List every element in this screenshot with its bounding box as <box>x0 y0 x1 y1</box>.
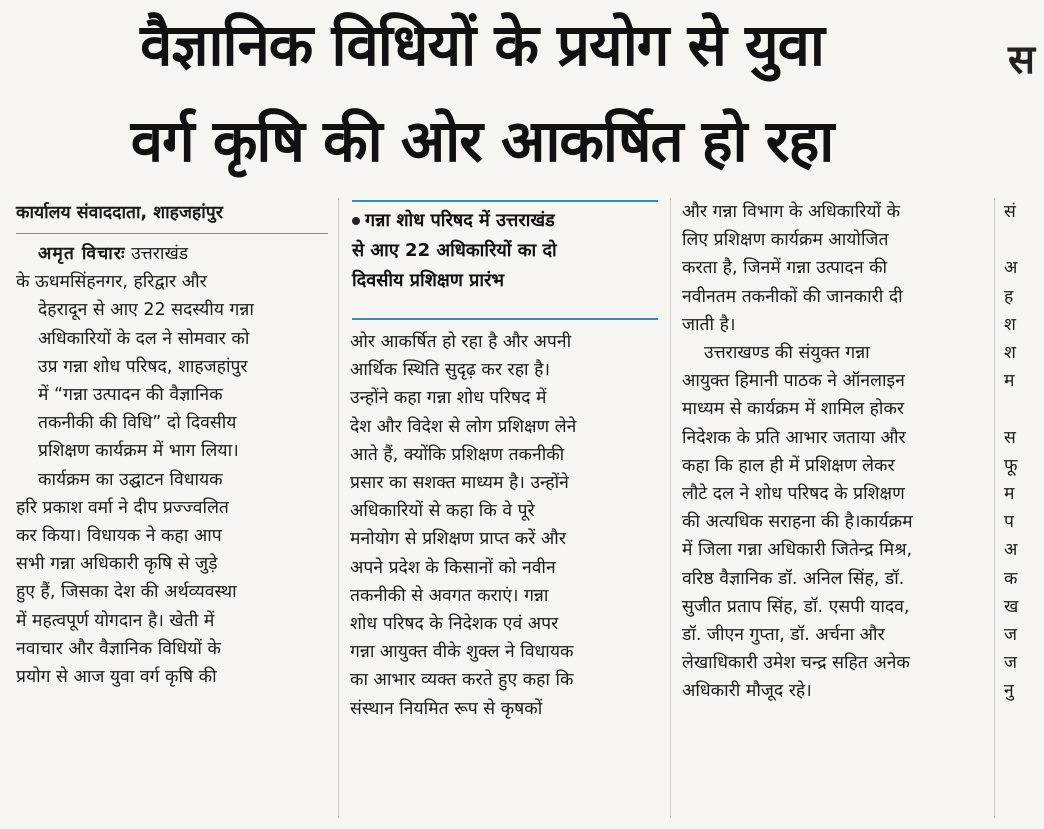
fragment-line: ज <box>1004 625 1017 646</box>
subhead-line: दिवसीय प्रशिक्षण प्रारंभ <box>352 270 505 291</box>
text-line: और गन्ना विभाग के अधिकारियों के <box>682 202 901 222</box>
article-column-3 <box>682 198 982 706</box>
text-line: वरिष्ठ वैज्ञानिक डॉ. अनिल सिंह, डॉ. <box>682 568 905 589</box>
subhead-bottom-rule <box>352 318 658 320</box>
paragraph <box>350 328 660 723</box>
paragraph <box>682 198 982 339</box>
subhead-line: गन्ना शोध परिषद में उत्तराखंड <box>352 206 658 236</box>
fragment-line: म <box>1004 371 1015 392</box>
text-line: शोध परिषद के निदेशक एवं अपर <box>350 614 559 635</box>
text-line: जाती है। <box>682 314 736 335</box>
text-line: उन्होंने कहा गन्ना शोध परिषद में <box>350 388 547 409</box>
paragraph-lead <box>16 240 326 466</box>
text-line: अधिकारियों से कहा कि वे पूरे <box>350 501 535 522</box>
fragment-line: म <box>1004 484 1015 505</box>
text-line: आर्थिक स्थिति सुदृढ़ कर रहा है। <box>350 360 551 381</box>
text-line: कार्यक्रम का उद्घाटन विधायक <box>38 469 223 490</box>
byline-divider <box>16 233 328 234</box>
text-line: उप्र गन्ना शोध परिषद, शाहजहांपुर <box>38 356 248 377</box>
text-line: संस्थान नियमित रूप से कृषकों <box>350 698 543 719</box>
text-line: में “गन्ना उत्पादन की वैज्ञानिक <box>38 385 223 406</box>
text-line: करता है, जिनमें गन्ना उत्पादन की <box>682 258 888 279</box>
text-line: हुए हैं, जिसका देश की अर्थव्यवस्था <box>16 582 237 603</box>
text-line: अमृत विचारः उत्तराखंड <box>38 244 189 264</box>
text-line: प्रसार का सशक्त माध्यम है। उन्होंने <box>350 473 569 494</box>
paragraph <box>682 339 982 706</box>
column-divider <box>994 198 995 818</box>
text-line: नवाचार और वैज्ञानिक विधियों के <box>16 638 221 659</box>
text-line: गन्ना आयुक्त वीके शुक्ल ने विधायक <box>350 642 574 663</box>
text-line: लेखाधिकारी उमेश चन्द्र सहित अनेक <box>682 653 910 674</box>
text-line: में जिला गन्ना अधिकारी जितेन्द्र मिश्र, <box>682 540 913 561</box>
text-line: अधिकारियों के दल ने सोमवार को <box>38 328 250 349</box>
fragment-line: क <box>1004 568 1018 589</box>
text-line: ओर आकर्षित हो रहा है और अपनी <box>350 332 572 352</box>
fragment-line: श <box>1004 343 1016 364</box>
byline: कार्यालय संवाददाता, शाहजहांपुर <box>16 203 223 223</box>
bullet-icon <box>352 217 360 225</box>
fragment-line: अ <box>1004 540 1018 561</box>
text-line: प्रशिक्षण कार्यक्रम में भाग लिया। <box>38 441 239 462</box>
paragraph <box>16 466 326 692</box>
text-line: का आभार व्यक्त करते हुए कहा कि <box>350 670 574 691</box>
text-line: आयुक्त हिमानी पाठक ने ऑनलाइन <box>682 371 905 392</box>
text-line: मनोयोग से प्रशिक्षण प्राप्त करें और <box>350 529 566 550</box>
fragment-line <box>1004 395 1044 423</box>
column-divider <box>338 198 339 818</box>
text-line: कर किया। विधायक ने कहा आप <box>16 526 222 547</box>
text-line: देहरादून से आए 22 सदस्यीय गन्ना <box>38 300 254 321</box>
dateline-label: अमृत विचारः <box>38 244 126 264</box>
subhead-line: से आए 22 अधिकारियों का दो <box>352 240 557 261</box>
fragment-line: फू <box>1004 455 1018 476</box>
subheadline-box <box>352 206 658 296</box>
subhead-top-rule <box>352 200 658 202</box>
fragment-line: ह <box>1004 286 1014 307</box>
text-line: लौटे दल ने शोध परिषद के प्रशिक्षण <box>682 484 905 505</box>
text-line: के ऊधमसिंहनगर, हरिद्वार और <box>16 272 207 293</box>
text-line: डॉ. जीएन गुप्ता, डॉ. अर्चना और <box>682 625 885 646</box>
text-line: हरि प्रकाश वर्मा ने दीप प्रज्ज्वलित <box>16 497 229 518</box>
text-line: की अत्यधिक सराहना की है।कार्यक्रम <box>682 512 913 533</box>
fragment-line: श <box>1004 314 1016 335</box>
fragment-line: नु <box>1004 681 1014 702</box>
text-line: कहा कि हाल ही में प्रशिक्षण लेकर <box>682 455 895 476</box>
fragment-line: अ <box>1004 258 1018 279</box>
fragment-line: सं <box>1004 202 1016 222</box>
text-line: लिए प्रशिक्षण कार्यक्रम आयोजित <box>682 230 889 251</box>
text-line: अपने प्रदेश के किसानों को नवीन <box>350 557 556 578</box>
fragment-line: ख <box>1004 596 1019 617</box>
fragment-line <box>1004 226 1044 254</box>
text-line: सुजीत प्रताप सिंह, डॉ. एसपी यादव, <box>682 596 910 617</box>
text-line: निदेशक के प्रति आभार जताया और <box>682 427 906 448</box>
text-line: माध्यम से कार्यक्रम में शामिल होकर <box>682 399 905 420</box>
text-line: अधिकारी मौजूद रहे। <box>682 681 812 702</box>
text-line: में महत्वपूर्ण योगदान है। खेती में <box>16 610 215 631</box>
fragment-line: स <box>1004 427 1016 448</box>
text-line: तकनीकी से अवगत कराएं। गन्ना <box>350 585 549 606</box>
article-column-1 <box>16 240 326 691</box>
text-line: प्रयोग से आज युवा वर्ग कृषि की <box>16 667 217 688</box>
headline-line-2: वर्ग कृषि की ओर आकर्षित हो रहा <box>130 107 834 175</box>
fragment-line: प <box>1004 512 1014 533</box>
text-line: आते हैं, क्योंकि प्रशिक्षण तकनीकी <box>350 444 565 465</box>
headline-line-1: वैज्ञानिक विधियों के प्रयोग से युवा <box>140 11 824 79</box>
fragment-line: ज <box>1004 653 1017 674</box>
adjacent-headline-fragment: स <box>1008 37 1036 83</box>
text-line: नवीनतम तकनीकों की जानकारी दी <box>682 286 903 307</box>
column-divider <box>670 198 671 818</box>
text-line: उत्तराखण्ड की संयुक्त गन्ना <box>704 343 870 364</box>
adjacent-article-fragment <box>1004 198 1044 706</box>
text-line: तकनीकी की विधि” दो दिवसीय <box>38 413 237 434</box>
article-column-2 <box>350 328 660 723</box>
text-line: देश और विदेश से लोग प्रशिक्षण लेने <box>350 416 577 437</box>
text-line: सभी गन्ना अधिकारी कृषि से जुड़े <box>16 554 218 575</box>
